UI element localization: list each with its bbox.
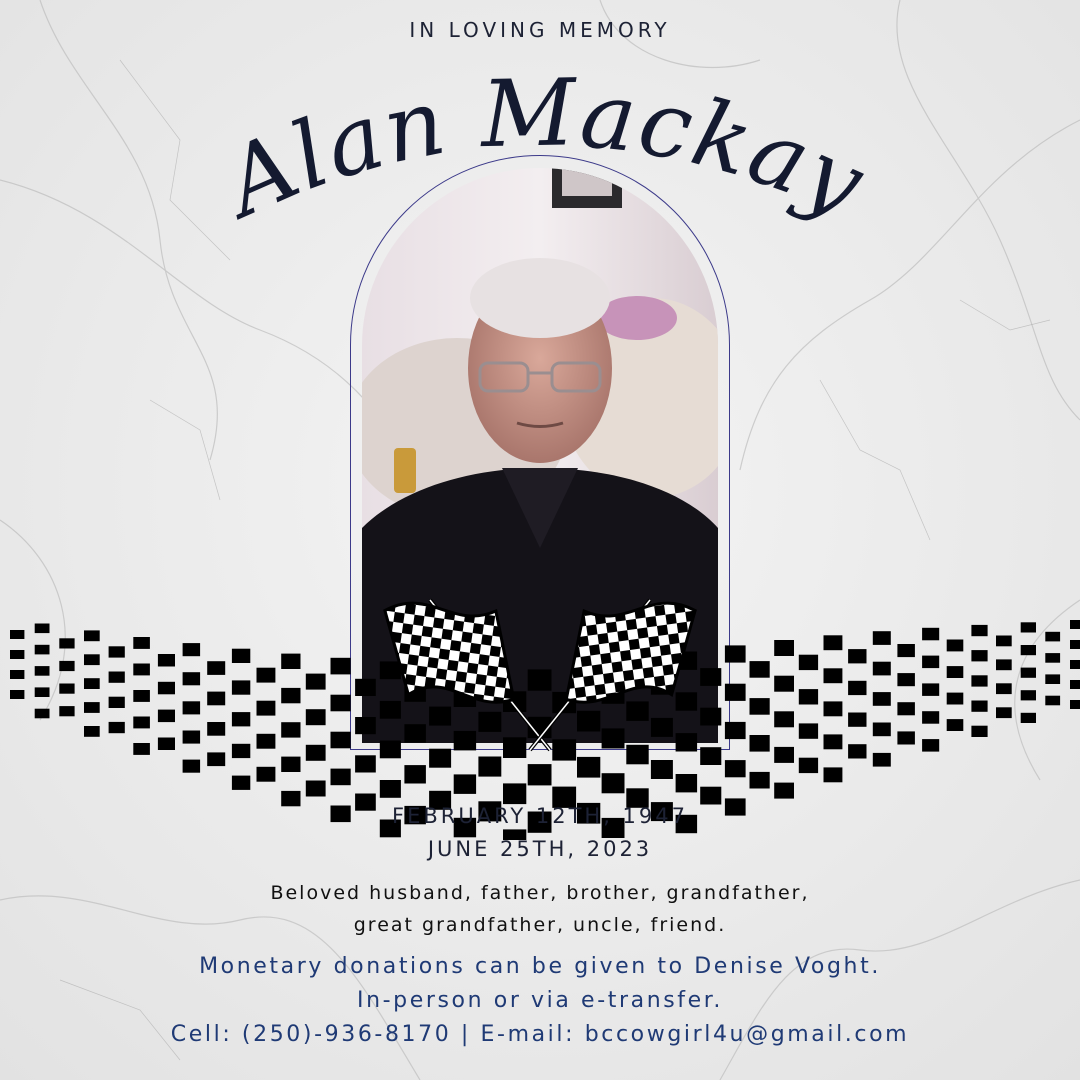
- checker-square: [281, 654, 300, 669]
- checkered-flag-icon: [374, 596, 550, 750]
- checker-square: [1070, 660, 1080, 669]
- name-text: Alan Mackay: [209, 59, 881, 238]
- checker-square: [971, 675, 987, 686]
- checker-square: [35, 687, 50, 697]
- checker-square: [183, 672, 201, 685]
- checker-square: [331, 695, 351, 712]
- checker-square: [725, 722, 746, 739]
- checker-square: [651, 760, 673, 779]
- checker-square: [281, 757, 300, 772]
- checker-square: [306, 709, 326, 725]
- checker-square: [1045, 632, 1060, 642]
- checker-square: [454, 774, 476, 794]
- checker-square: [306, 781, 326, 797]
- checker-square: [1021, 622, 1036, 632]
- checker-square: [84, 726, 100, 737]
- checker-square: [897, 702, 915, 715]
- checker-square: [35, 624, 50, 634]
- death-date: JUNE 25TH, 2023: [427, 837, 653, 861]
- checker-square: [35, 666, 50, 676]
- checker-square: [725, 760, 746, 777]
- checker-square: [183, 731, 201, 744]
- checker-square: [207, 692, 225, 706]
- tribute-line-1: Beloved husband, father, brother, grandfather,: [270, 882, 810, 904]
- checker-square: [133, 637, 150, 649]
- checker-square: [257, 767, 276, 782]
- checker-square: [947, 719, 964, 731]
- checker-square: [158, 682, 175, 695]
- checker-square: [331, 732, 351, 749]
- checker-square: [774, 747, 794, 763]
- checker-square: [922, 656, 939, 669]
- checker-square: [1021, 690, 1036, 700]
- checker-square: [1070, 620, 1080, 629]
- checker-square: [750, 735, 770, 752]
- checker-square: [947, 640, 964, 652]
- donation-line-1: Monetary donations can be given to Denise Voght.: [199, 954, 881, 979]
- checker-square: [528, 764, 552, 785]
- donation-line-2: In-person or via e-transfer.: [356, 988, 723, 1013]
- checker-square: [10, 670, 24, 679]
- checker-square: [824, 767, 843, 782]
- checker-square: [873, 723, 891, 737]
- checker-square: [109, 697, 125, 708]
- checkered-flag-icon: [530, 596, 706, 750]
- checker-square: [1070, 680, 1080, 689]
- checker-square: [799, 723, 818, 738]
- checker-square: [922, 711, 939, 724]
- checker-square: [996, 636, 1012, 647]
- checker-square: [947, 693, 964, 705]
- checker-square: [10, 690, 24, 699]
- checker-square: [848, 681, 866, 695]
- checker-square: [183, 760, 201, 773]
- checker-square: [331, 769, 351, 786]
- checker-square: [35, 709, 50, 719]
- checker-square: [799, 655, 818, 670]
- checker-square: [897, 673, 915, 686]
- checker-square: [306, 745, 326, 761]
- checker-square: [922, 683, 939, 696]
- checker-square: [897, 731, 915, 744]
- checker-square: [799, 758, 818, 773]
- checker-square: [59, 706, 74, 716]
- checker-square: [750, 698, 770, 715]
- checker-square: [1021, 645, 1036, 655]
- checker-square: [774, 640, 794, 656]
- crossed-flags: [360, 570, 720, 760]
- tribute-text: [0, 877, 1080, 941]
- checker-square: [133, 664, 150, 676]
- checker-square: [232, 712, 250, 726]
- checker-square: [331, 658, 351, 675]
- checker-square: [109, 722, 125, 733]
- checker-square: [922, 739, 939, 752]
- checker-square: [971, 625, 987, 636]
- checker-square: [1070, 700, 1080, 709]
- checker-square: [947, 666, 964, 678]
- checker-square: [207, 752, 225, 766]
- checker-square: [1021, 713, 1036, 723]
- checker-square: [774, 783, 794, 799]
- checker-square: [848, 744, 866, 758]
- checker-square: [848, 713, 866, 727]
- header-title: IN LOVING MEMORY: [409, 18, 671, 42]
- checker-square: [873, 753, 891, 767]
- checker-square: [306, 674, 326, 690]
- checker-square: [133, 743, 150, 755]
- checker-square: [158, 738, 175, 751]
- checker-square: [133, 690, 150, 702]
- checker-square: [577, 757, 600, 778]
- checker-square: [207, 722, 225, 736]
- checker-square: [84, 702, 100, 713]
- checker-square: [281, 722, 300, 737]
- checker-square: [281, 688, 300, 703]
- checker-square: [971, 701, 987, 712]
- checker-square: [1045, 653, 1060, 663]
- checker-square: [824, 668, 843, 683]
- checker-square: [232, 776, 250, 790]
- checker-square: [824, 635, 843, 650]
- checker-square: [404, 765, 426, 783]
- checker-square: [84, 654, 100, 665]
- checker-square: [971, 726, 987, 737]
- checker-square: [257, 734, 276, 749]
- checker-square: [109, 672, 125, 683]
- checker-square: [799, 689, 818, 704]
- checker-square: [897, 644, 915, 657]
- checker-square: [10, 650, 24, 659]
- checker-square: [257, 668, 276, 683]
- checker-square: [996, 659, 1012, 670]
- checker-square: [996, 707, 1012, 718]
- checker-square: [848, 649, 866, 663]
- checker-square: [183, 643, 201, 656]
- checker-square: [1070, 640, 1080, 649]
- checker-square: [922, 628, 939, 641]
- checker-square: [380, 780, 401, 798]
- checker-square: [725, 645, 746, 662]
- checker-square: [133, 717, 150, 729]
- checker-square: [725, 684, 746, 701]
- checker-square: [602, 773, 625, 793]
- checker-square: [873, 662, 891, 676]
- donation-info: [0, 950, 1080, 1052]
- checker-square: [158, 654, 175, 667]
- checker-square: [996, 683, 1012, 694]
- checker-square: [676, 774, 698, 792]
- checker-square: [750, 772, 770, 789]
- checker-square: [84, 678, 100, 689]
- checker-square: [873, 692, 891, 706]
- checker-square: [774, 711, 794, 727]
- checker-square: [232, 744, 250, 758]
- checker-square: [59, 638, 74, 648]
- checker-square: [824, 701, 843, 716]
- checker-square: [232, 649, 250, 663]
- checker-square: [232, 680, 250, 694]
- tribute-line-2: great grandfather, uncle, friend.: [353, 914, 727, 936]
- checker-square: [10, 630, 24, 639]
- checker-square: [971, 650, 987, 661]
- checker-square: [59, 661, 74, 671]
- checker-square: [1021, 668, 1036, 678]
- checker-square: [1045, 674, 1060, 684]
- checker-square: [873, 631, 891, 645]
- life-dates: [0, 800, 1080, 866]
- contact-line: Cell: (250)-936-8170 | E-mail: bccowgirl4u@gmail.com: [170, 1022, 910, 1047]
- birth-date: FEBRUARY 12TH, 1947: [392, 804, 688, 828]
- checker-square: [109, 646, 125, 657]
- checker-square: [84, 630, 100, 641]
- checker-square: [1045, 696, 1060, 706]
- checker-square: [183, 701, 201, 714]
- checker-square: [824, 734, 843, 749]
- checker-square: [158, 710, 175, 723]
- checker-square: [750, 661, 770, 678]
- checker-square: [774, 676, 794, 692]
- checker-square: [257, 701, 276, 716]
- checker-square: [35, 645, 50, 655]
- checker-square: [59, 684, 74, 694]
- checker-square: [207, 661, 225, 675]
